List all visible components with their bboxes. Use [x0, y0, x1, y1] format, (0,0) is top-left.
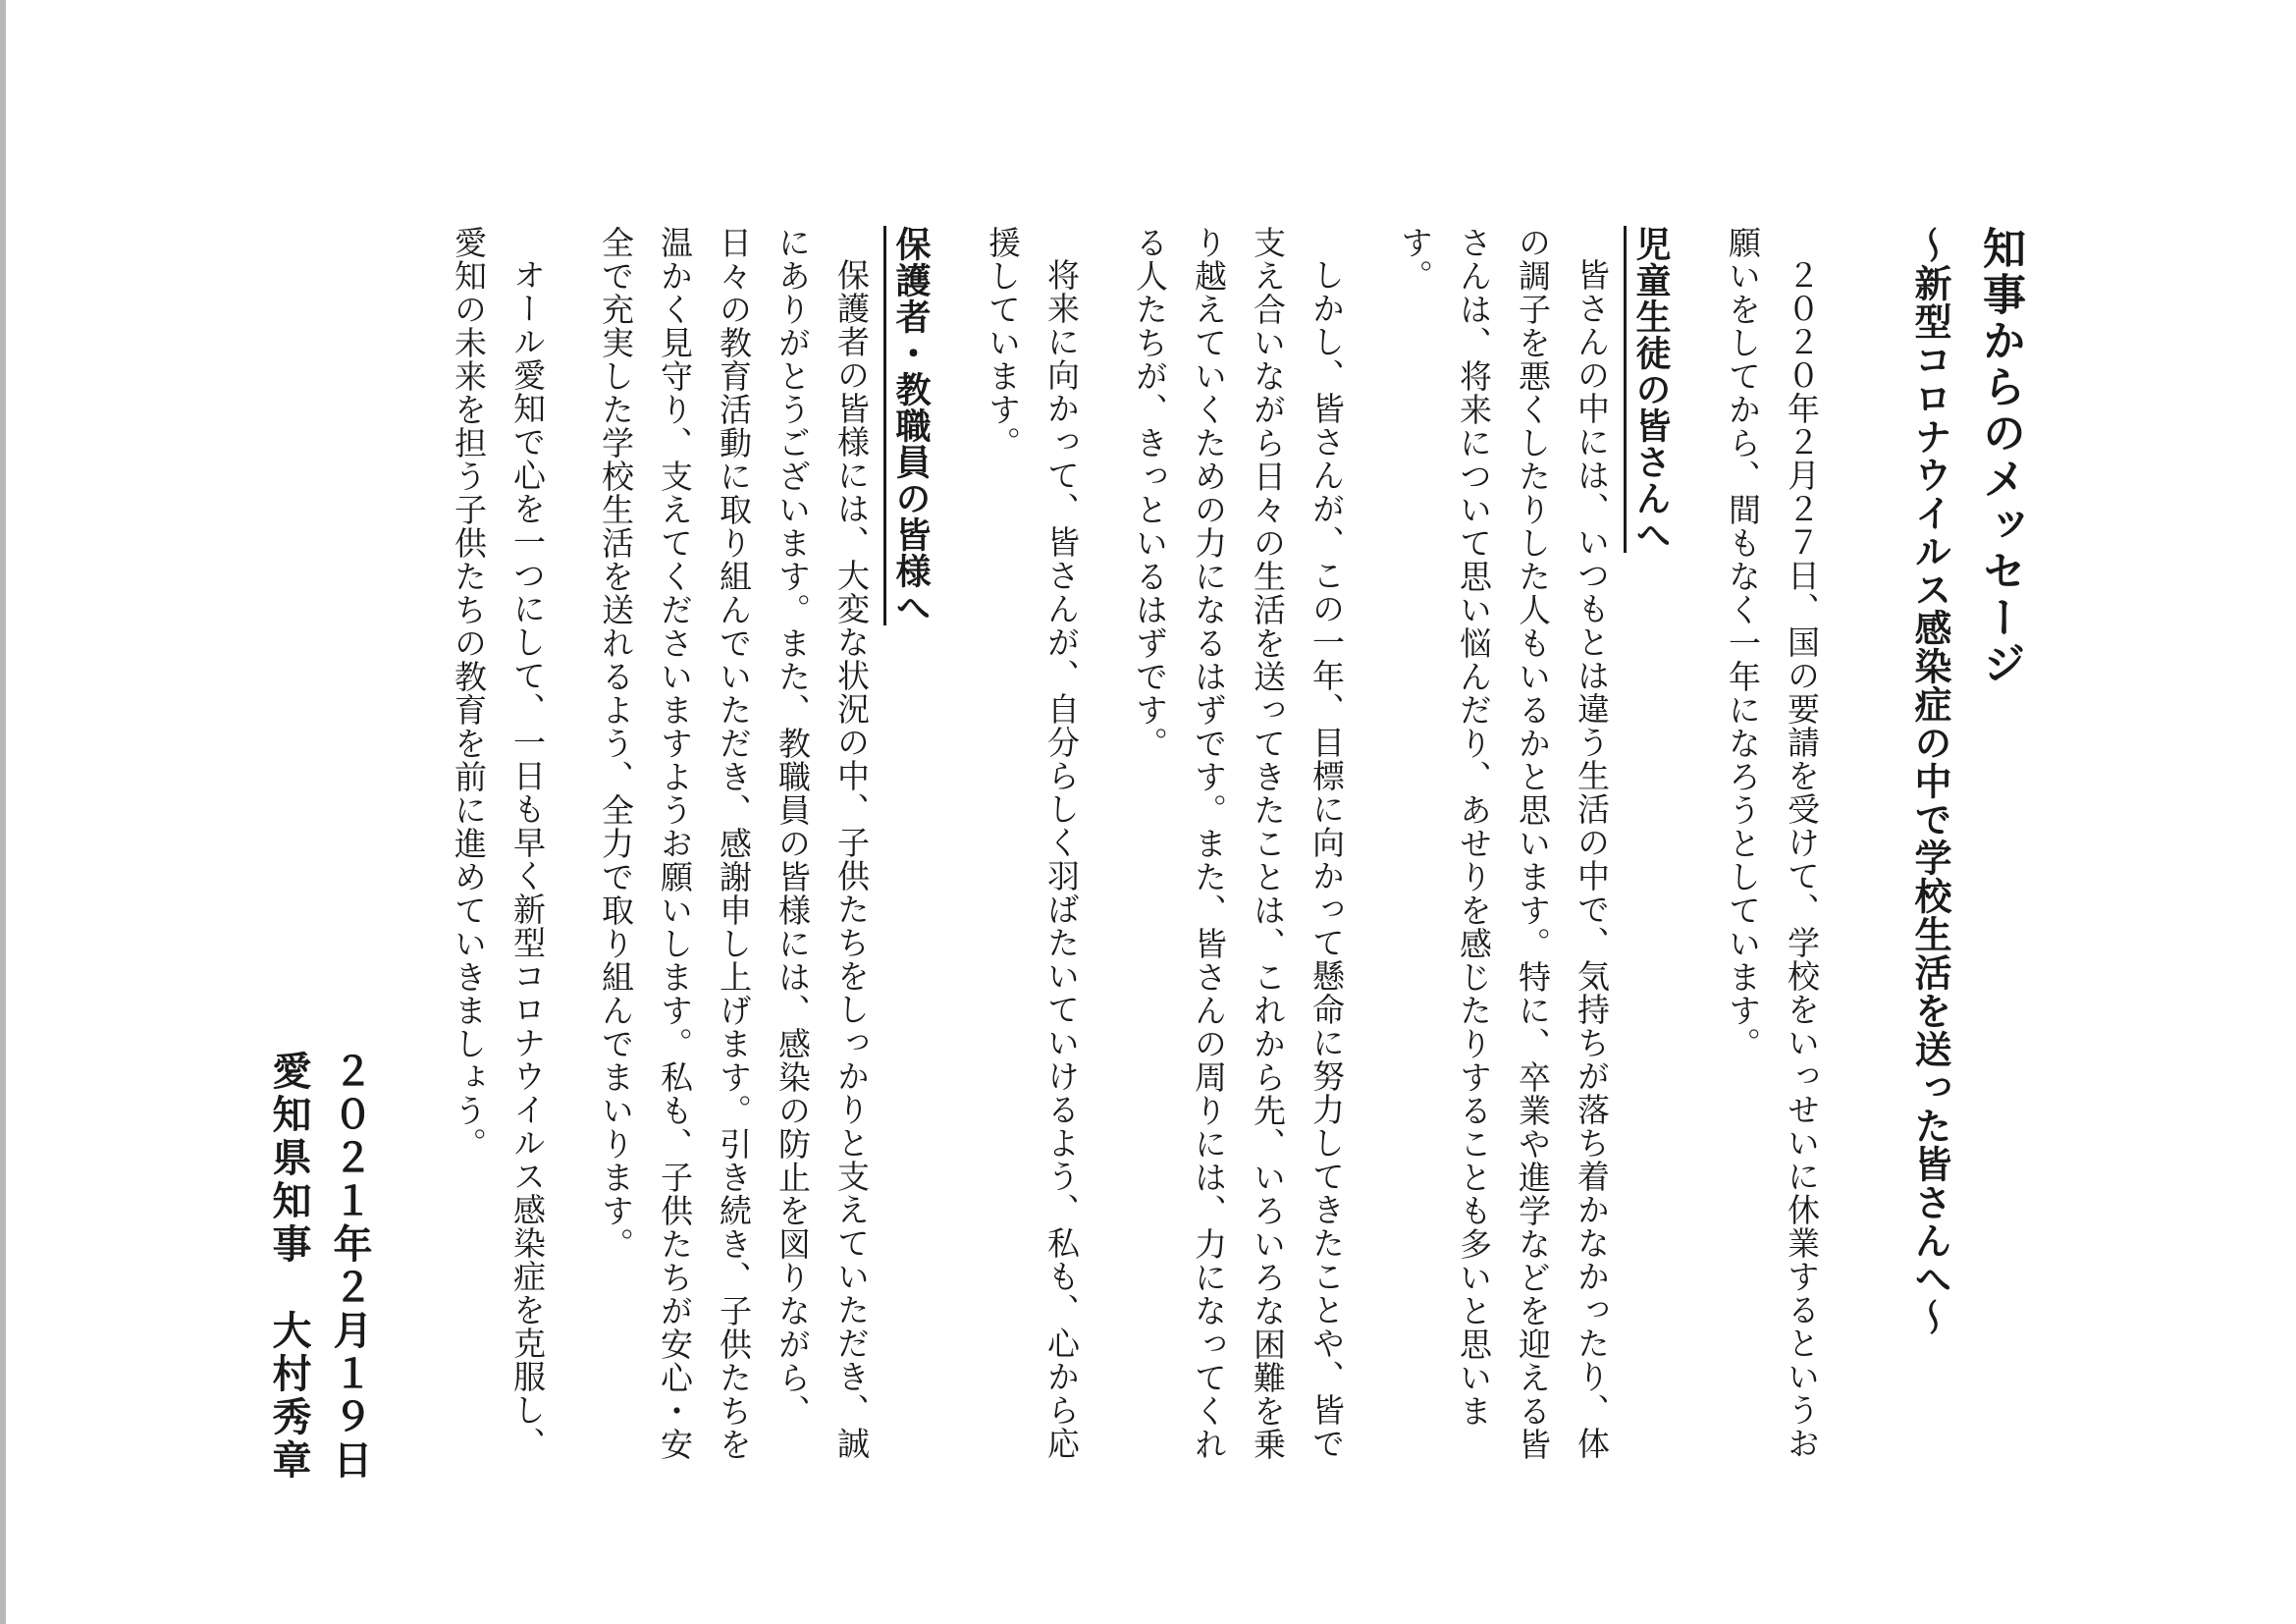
intro-paragraph: ２０２０年２月２７日、国の要請を受けて、学校をいっせいに休業するというお願いをしてから、間もなく一年になろうとしています。 [1724, 226, 1821, 1460]
parents-teachers-paragraph-1: 保護者の皆様には、大変な状況の中、子供たちをしっかりと支えていただき、誠にありがとうございます。また、教職員の皆様には、感染の防止を図りながら、日々の教育活動に取り組んでいただき、感謝申し上げます。引き続き、子供たちを温かく見守り、支えてくださいますようお願いします。私も、子供たちが安心・安全で充実した学校生活を送れるよう、全力で取り組んでまいります。 [597, 226, 871, 1461]
signature: 愛知県知事 大村秀章 [266, 1051, 311, 1483]
students-paragraph-2: しかし、皆さんが、この一年、目標に向かって懸命に努力してきたことや、皆で支え合いながら日々の生活を送ってきたことは、これから先、いろいろな困難を乗り越えていくための力になるはずです。また、皆さんの周りには、力になってくれる人たちが、きっといるはずです。 [1131, 226, 1346, 1461]
scan-edge [0, 0, 6, 1624]
students-paragraph-3: 将来に向かって、皆さんが、自分らしく羽ばたいていけるよう、私も、心から応援しています。 [984, 226, 1081, 1460]
message-document [258, 226, 2031, 1483]
closing-paragraph: オール愛知で心を一つにして、一日も早く新型コロナウイルス感染症を克服し、愛知の未来を担う子供たちの教育を前に進めていきましょう。 [450, 226, 547, 1460]
document-title: 知事からのメッセージ [1975, 226, 2025, 687]
document-date: ２０２１年２月１９日 [327, 1051, 372, 1483]
document-subtitle: ～新型コロナウイルス感染症の中で学校生活を送った皆さんへ～ [1908, 226, 1951, 1336]
signature-block [258, 226, 380, 1483]
parents-teachers-heading: 保護者・教職員の皆様へ [890, 226, 931, 625]
students-heading: 児童生徒の皆さんへ [1630, 226, 1671, 553]
students-paragraph-1: 皆さんの中には、いつもとは違う生活の中で、気持ちが落ち着かなかったり、体の調子を悪くしたりした人もいるかと思います。特に、卒業や進学などを迎える皆さんは、将来について思い悩んだり、あせりを感じたりすることも多いと思います。 [1396, 226, 1611, 1461]
